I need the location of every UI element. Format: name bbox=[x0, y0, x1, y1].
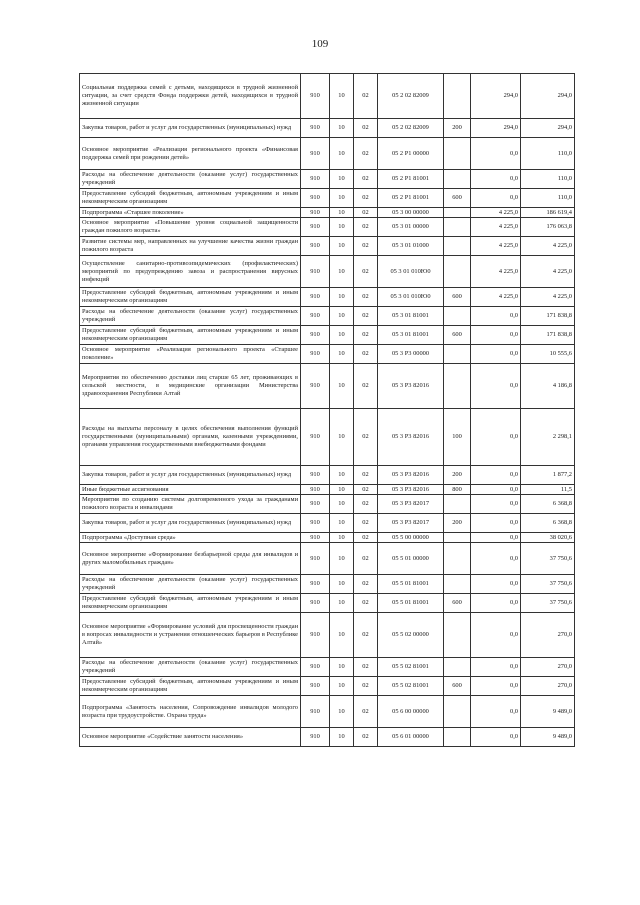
target-article-cell: 05 3 01 01000 bbox=[378, 237, 444, 256]
section-code-cell: 10 bbox=[330, 728, 354, 747]
expense-type-cell bbox=[444, 575, 471, 594]
amount-column-1-cell: 0,0 bbox=[471, 326, 521, 345]
section-code-cell: 10 bbox=[330, 677, 354, 696]
section-code-cell: 10 bbox=[330, 307, 354, 326]
grbs-code-cell: 910 bbox=[301, 74, 330, 119]
expense-type-cell bbox=[444, 256, 471, 288]
section-code-cell: 10 bbox=[330, 613, 354, 658]
target-article-cell: 05 2 P1 81001 bbox=[378, 170, 444, 189]
target-article-cell: 05 5 02 81001 bbox=[378, 677, 444, 696]
amount-column-1-cell: 0,0 bbox=[471, 345, 521, 364]
target-article-cell: 05 2 02 82009 bbox=[378, 74, 444, 119]
table-row bbox=[80, 575, 575, 594]
grbs-code-cell: 910 bbox=[301, 543, 330, 575]
section-code-cell: 10 bbox=[330, 237, 354, 256]
amount-column-1-cell: 4 225,0 bbox=[471, 256, 521, 288]
expenditure-name-cell: Подпрограмма «Занятость населения, Сопровождение инвалидов молодого возраста при трудоустройстве. Охрана труда» bbox=[80, 696, 301, 728]
expenditure-name-cell: Предоставление субсидий бюджетным, автономным учреждениям и иным некоммерческим организациям bbox=[80, 326, 301, 345]
expense-type-cell bbox=[444, 138, 471, 170]
amount-column-2-cell: 37 750,6 bbox=[521, 575, 575, 594]
table-row bbox=[80, 237, 575, 256]
amount-column-1-cell: 0,0 bbox=[471, 514, 521, 533]
grbs-code-cell: 910 bbox=[301, 345, 330, 364]
amount-column-1-cell: 0,0 bbox=[471, 543, 521, 575]
table-row bbox=[80, 256, 575, 288]
amount-column-2-cell: 1 877,2 bbox=[521, 466, 575, 485]
table-row bbox=[80, 466, 575, 485]
amount-column-1-cell: 294,0 bbox=[471, 74, 521, 119]
amount-column-2-cell: 186 619,4 bbox=[521, 208, 575, 218]
grbs-code-cell: 910 bbox=[301, 677, 330, 696]
subsection-code-cell: 02 bbox=[354, 364, 378, 409]
grbs-code-cell: 910 bbox=[301, 696, 330, 728]
expenditure-name-cell: Расходы на обеспечение деятельности (оказание услуг) государственных учреждений bbox=[80, 307, 301, 326]
grbs-code-cell: 910 bbox=[301, 364, 330, 409]
amount-column-1-cell: 0,0 bbox=[471, 485, 521, 495]
expenditure-name-cell: Предоставление субсидий бюджетным, автономным учреждениям и иным некоммерческим организациям bbox=[80, 189, 301, 208]
grbs-code-cell: 910 bbox=[301, 218, 330, 237]
amount-column-2-cell: 2 298,1 bbox=[521, 409, 575, 466]
table-row bbox=[80, 119, 575, 138]
amount-column-2-cell: 4 225,0 bbox=[521, 288, 575, 307]
target-article-cell: 05 5 01 81001 bbox=[378, 575, 444, 594]
grbs-code-cell: 910 bbox=[301, 288, 330, 307]
grbs-code-cell: 910 bbox=[301, 256, 330, 288]
expense-type-cell bbox=[444, 658, 471, 677]
amount-column-2-cell: 4 225,0 bbox=[521, 237, 575, 256]
subsection-code-cell: 02 bbox=[354, 345, 378, 364]
table-row bbox=[80, 533, 575, 543]
grbs-code-cell: 910 bbox=[301, 119, 330, 138]
section-code-cell: 10 bbox=[330, 575, 354, 594]
table-row bbox=[80, 170, 575, 189]
amount-column-1-cell: 0,0 bbox=[471, 613, 521, 658]
expense-type-cell: 600 bbox=[444, 677, 471, 696]
expenditure-name-cell: Основное мероприятие «Реализация регионального проекта «Финансовая поддержка семей при рождении детей» bbox=[80, 138, 301, 170]
amount-column-2-cell: 171 838,8 bbox=[521, 307, 575, 326]
target-article-cell: 05 3 01 81001 bbox=[378, 326, 444, 345]
expenditure-name-cell: Социальная поддержка семей с детьми, находящихся в трудной жизненной ситуации, за счет средств Фонда поддержки детей, находящихся в трудной жизненной ситуации bbox=[80, 74, 301, 119]
amount-column-1-cell: 4 225,0 bbox=[471, 218, 521, 237]
subsection-code-cell: 02 bbox=[354, 307, 378, 326]
table-row bbox=[80, 495, 575, 514]
subsection-code-cell: 02 bbox=[354, 256, 378, 288]
expense-type-cell bbox=[444, 74, 471, 119]
table-row bbox=[80, 364, 575, 409]
section-code-cell: 10 bbox=[330, 326, 354, 345]
amount-column-2-cell: 38 020,6 bbox=[521, 533, 575, 543]
subsection-code-cell: 02 bbox=[354, 288, 378, 307]
subsection-code-cell: 02 bbox=[354, 218, 378, 237]
target-article-cell: 05 3 P3 82016 bbox=[378, 364, 444, 409]
amount-column-2-cell: 270,0 bbox=[521, 658, 575, 677]
target-article-cell: 05 5 02 81001 bbox=[378, 658, 444, 677]
amount-column-2-cell: 4 186,8 bbox=[521, 364, 575, 409]
amount-column-2-cell: 11,5 bbox=[521, 485, 575, 495]
grbs-code-cell: 910 bbox=[301, 575, 330, 594]
subsection-code-cell: 02 bbox=[354, 575, 378, 594]
expense-type-cell: 800 bbox=[444, 485, 471, 495]
expense-type-cell: 200 bbox=[444, 514, 471, 533]
expenditure-name-cell: Подпрограмма «Старшее поколение» bbox=[80, 208, 301, 218]
grbs-code-cell: 910 bbox=[301, 728, 330, 747]
amount-column-2-cell: 176 063,8 bbox=[521, 218, 575, 237]
grbs-code-cell: 910 bbox=[301, 594, 330, 613]
section-code-cell: 10 bbox=[330, 364, 354, 409]
expenditure-name-cell: Основное мероприятие «Повышение уровня социальной защищенности граждан пожилого возраста» bbox=[80, 218, 301, 237]
table-row bbox=[80, 485, 575, 495]
subsection-code-cell: 02 bbox=[354, 533, 378, 543]
expense-type-cell bbox=[444, 345, 471, 364]
amount-column-1-cell: 0,0 bbox=[471, 170, 521, 189]
section-code-cell: 10 bbox=[330, 409, 354, 466]
expense-type-cell: 600 bbox=[444, 326, 471, 345]
amount-column-1-cell: 0,0 bbox=[471, 495, 521, 514]
expense-type-cell bbox=[444, 208, 471, 218]
amount-column-2-cell: 9 489,0 bbox=[521, 728, 575, 747]
table-row bbox=[80, 543, 575, 575]
grbs-code-cell: 910 bbox=[301, 170, 330, 189]
amount-column-1-cell: 0,0 bbox=[471, 728, 521, 747]
section-code-cell: 10 bbox=[330, 189, 354, 208]
grbs-code-cell: 910 bbox=[301, 189, 330, 208]
expense-type-cell: 600 bbox=[444, 594, 471, 613]
amount-column-2-cell: 37 750,6 bbox=[521, 594, 575, 613]
table-row bbox=[80, 326, 575, 345]
amount-column-1-cell: 294,0 bbox=[471, 119, 521, 138]
amount-column-2-cell: 4 225,0 bbox=[521, 256, 575, 288]
target-article-cell: 05 5 01 00000 bbox=[378, 543, 444, 575]
table-row bbox=[80, 74, 575, 119]
amount-column-1-cell: 4 225,0 bbox=[471, 237, 521, 256]
section-code-cell: 10 bbox=[330, 218, 354, 237]
amount-column-2-cell: 294,0 bbox=[521, 119, 575, 138]
grbs-code-cell: 910 bbox=[301, 658, 330, 677]
table-row bbox=[80, 409, 575, 466]
budget-table bbox=[79, 73, 575, 747]
amount-column-2-cell: 10 555,6 bbox=[521, 345, 575, 364]
table-row bbox=[80, 189, 575, 208]
amount-column-2-cell: 110,0 bbox=[521, 138, 575, 170]
subsection-code-cell: 02 bbox=[354, 237, 378, 256]
subsection-code-cell: 02 bbox=[354, 728, 378, 747]
expense-type-cell: 600 bbox=[444, 189, 471, 208]
section-code-cell: 10 bbox=[330, 170, 354, 189]
expenditure-name-cell: Основное мероприятие «Формирование условий для просвещенности граждан в вопросах инвалидности и устранения отношенческих барьеров в Республике Алтай» bbox=[80, 613, 301, 658]
target-article-cell: 05 3 01 010Ю0 bbox=[378, 256, 444, 288]
amount-column-2-cell: 9 489,0 bbox=[521, 696, 575, 728]
expenditure-name-cell: Закупка товаров, работ и услуг для государственных (муниципальных) нужд bbox=[80, 119, 301, 138]
expense-type-cell: 100 bbox=[444, 409, 471, 466]
subsection-code-cell: 02 bbox=[354, 658, 378, 677]
amount-column-1-cell: 0,0 bbox=[471, 696, 521, 728]
grbs-code-cell: 910 bbox=[301, 138, 330, 170]
table-row bbox=[80, 345, 575, 364]
expenditure-name-cell: Закупка товаров, работ и услуг для государственных (муниципальных) нужд bbox=[80, 466, 301, 485]
section-code-cell: 10 bbox=[330, 533, 354, 543]
section-code-cell: 10 bbox=[330, 345, 354, 364]
expense-type-cell: 200 bbox=[444, 119, 471, 138]
target-article-cell: 05 3 P3 82017 bbox=[378, 495, 444, 514]
subsection-code-cell: 02 bbox=[354, 189, 378, 208]
amount-column-1-cell: 4 225,0 bbox=[471, 288, 521, 307]
subsection-code-cell: 02 bbox=[354, 170, 378, 189]
section-code-cell: 10 bbox=[330, 543, 354, 575]
grbs-code-cell: 910 bbox=[301, 326, 330, 345]
target-article-cell: 05 5 00 00000 bbox=[378, 533, 444, 543]
expense-type-cell bbox=[444, 533, 471, 543]
section-code-cell: 10 bbox=[330, 256, 354, 288]
amount-column-1-cell: 0,0 bbox=[471, 466, 521, 485]
table-row bbox=[80, 677, 575, 696]
expenditure-name-cell: Предоставление субсидий бюджетным, автономным учреждениям и иным некоммерческим организациям bbox=[80, 288, 301, 307]
expense-type-cell bbox=[444, 307, 471, 326]
table-row bbox=[80, 138, 575, 170]
table-row bbox=[80, 594, 575, 613]
expenditure-name-cell: Расходы на обеспечение деятельности (оказание услуг) государственных учреждений bbox=[80, 170, 301, 189]
subsection-code-cell: 02 bbox=[354, 677, 378, 696]
subsection-code-cell: 02 bbox=[354, 495, 378, 514]
target-article-cell: 05 2 02 82009 bbox=[378, 119, 444, 138]
table-row bbox=[80, 514, 575, 533]
amount-column-2-cell: 6 368,8 bbox=[521, 495, 575, 514]
grbs-code-cell: 910 bbox=[301, 466, 330, 485]
amount-column-1-cell: 0,0 bbox=[471, 575, 521, 594]
table-row bbox=[80, 613, 575, 658]
expenditure-name-cell: Иные бюджетные ассигнования bbox=[80, 485, 301, 495]
grbs-code-cell: 910 bbox=[301, 495, 330, 514]
grbs-code-cell: 910 bbox=[301, 307, 330, 326]
section-code-cell: 10 bbox=[330, 696, 354, 728]
expense-type-cell bbox=[444, 170, 471, 189]
amount-column-2-cell: 110,0 bbox=[521, 189, 575, 208]
expense-type-cell bbox=[444, 696, 471, 728]
section-code-cell: 10 bbox=[330, 495, 354, 514]
expenditure-name-cell: Предоставление субсидий бюджетным, автономным учреждениям и иным некоммерческим организациям bbox=[80, 594, 301, 613]
page-number: 109 bbox=[311, 38, 329, 50]
target-article-cell: 05 5 02 00000 bbox=[378, 613, 444, 658]
section-code-cell: 10 bbox=[330, 208, 354, 218]
amount-column-2-cell: 294,0 bbox=[521, 74, 575, 119]
expense-type-cell bbox=[444, 218, 471, 237]
amount-column-2-cell: 270,0 bbox=[521, 613, 575, 658]
expenditure-name-cell: Закупка товаров, работ и услуг для государственных (муниципальных) нужд bbox=[80, 514, 301, 533]
target-article-cell: 05 5 01 81001 bbox=[378, 594, 444, 613]
amount-column-1-cell: 0,0 bbox=[471, 189, 521, 208]
grbs-code-cell: 910 bbox=[301, 409, 330, 466]
subsection-code-cell: 02 bbox=[354, 138, 378, 170]
subsection-code-cell: 02 bbox=[354, 514, 378, 533]
amount-column-2-cell: 171 838,8 bbox=[521, 326, 575, 345]
amount-column-1-cell: 0,0 bbox=[471, 677, 521, 696]
target-article-cell: 05 3 01 00000 bbox=[378, 218, 444, 237]
amount-column-2-cell: 37 750,6 bbox=[521, 543, 575, 575]
amount-column-2-cell: 270,0 bbox=[521, 677, 575, 696]
section-code-cell: 10 bbox=[330, 514, 354, 533]
target-article-cell: 05 3 P3 82016 bbox=[378, 409, 444, 466]
target-article-cell: 05 6 00 00000 bbox=[378, 696, 444, 728]
section-code-cell: 10 bbox=[330, 74, 354, 119]
expenditure-name-cell: Подпрограмма «Доступная среда» bbox=[80, 533, 301, 543]
grbs-code-cell: 910 bbox=[301, 613, 330, 658]
subsection-code-cell: 02 bbox=[354, 594, 378, 613]
expense-type-cell bbox=[444, 728, 471, 747]
table-row bbox=[80, 658, 575, 677]
amount-column-1-cell: 0,0 bbox=[471, 658, 521, 677]
expenditure-name-cell: Предоставление субсидий бюджетным, автономным учреждениям и иным некоммерческим организациям bbox=[80, 677, 301, 696]
subsection-code-cell: 02 bbox=[354, 74, 378, 119]
expense-type-cell bbox=[444, 543, 471, 575]
target-article-cell: 05 3 P3 82016 bbox=[378, 466, 444, 485]
grbs-code-cell: 910 bbox=[301, 485, 330, 495]
section-code-cell: 10 bbox=[330, 658, 354, 677]
amount-column-1-cell: 0,0 bbox=[471, 533, 521, 543]
expense-type-cell: 600 bbox=[444, 288, 471, 307]
section-code-cell: 10 bbox=[330, 119, 354, 138]
amount-column-1-cell: 0,0 bbox=[471, 138, 521, 170]
subsection-code-cell: 02 bbox=[354, 326, 378, 345]
section-code-cell: 10 bbox=[330, 594, 354, 613]
target-article-cell: 05 3 P3 82017 bbox=[378, 514, 444, 533]
amount-column-1-cell: 0,0 bbox=[471, 364, 521, 409]
subsection-code-cell: 02 bbox=[354, 543, 378, 575]
table-row bbox=[80, 218, 575, 237]
target-article-cell: 05 3 00 00000 bbox=[378, 208, 444, 218]
subsection-code-cell: 02 bbox=[354, 485, 378, 495]
grbs-code-cell: 910 bbox=[301, 514, 330, 533]
subsection-code-cell: 02 bbox=[354, 466, 378, 485]
amount-column-1-cell: 0,0 bbox=[471, 594, 521, 613]
target-article-cell: 05 3 01 010Ю0 bbox=[378, 288, 444, 307]
section-code-cell: 10 bbox=[330, 485, 354, 495]
expenditure-name-cell: Расходы на обеспечение деятельности (оказание услуг) государственных учреждений bbox=[80, 575, 301, 594]
subsection-code-cell: 02 bbox=[354, 613, 378, 658]
target-article-cell: 05 3 P3 82016 bbox=[378, 485, 444, 495]
subsection-code-cell: 02 bbox=[354, 409, 378, 466]
expenditure-name-cell: Развитие системы мер, направленных на улучшение качества жизни граждан пожилого возраста bbox=[80, 237, 301, 256]
table-row bbox=[80, 288, 575, 307]
target-article-cell: 05 3 P3 00000 bbox=[378, 345, 444, 364]
grbs-code-cell: 910 bbox=[301, 208, 330, 218]
grbs-code-cell: 910 bbox=[301, 533, 330, 543]
expense-type-cell bbox=[444, 613, 471, 658]
table-row bbox=[80, 307, 575, 326]
grbs-code-cell: 910 bbox=[301, 237, 330, 256]
amount-column-1-cell: 4 225,0 bbox=[471, 208, 521, 218]
expense-type-cell bbox=[444, 364, 471, 409]
target-article-cell: 05 3 01 81001 bbox=[378, 307, 444, 326]
subsection-code-cell: 02 bbox=[354, 696, 378, 728]
expense-type-cell bbox=[444, 237, 471, 256]
amount-column-2-cell: 110,0 bbox=[521, 170, 575, 189]
expense-type-cell: 200 bbox=[444, 466, 471, 485]
expenditure-name-cell: Основное мероприятие «Содействие занятости населения» bbox=[80, 728, 301, 747]
section-code-cell: 10 bbox=[330, 138, 354, 170]
expenditure-name-cell: Основное мероприятие «Реализация регионального проекта «Старшее поколение» bbox=[80, 345, 301, 364]
subsection-code-cell: 02 bbox=[354, 208, 378, 218]
amount-column-2-cell: 6 368,8 bbox=[521, 514, 575, 533]
expenditure-name-cell: Расходы на обеспечение деятельности (оказание услуг) государственных учреждений bbox=[80, 658, 301, 677]
expenditure-name-cell: Расходы на выплаты персоналу в целях обеспечения выполнения функций государственными (муниципальными) органами, казенными учреждениями, органами управления государственными внебюджетными фондами bbox=[80, 409, 301, 466]
section-code-cell: 10 bbox=[330, 288, 354, 307]
amount-column-1-cell: 0,0 bbox=[471, 307, 521, 326]
expenditure-name-cell: Мероприятия по созданию системы долговременного ухода за гражданами пожилого возраста и инвалидами bbox=[80, 495, 301, 514]
table-row bbox=[80, 208, 575, 218]
expense-type-cell bbox=[444, 495, 471, 514]
subsection-code-cell: 02 bbox=[354, 119, 378, 138]
expenditure-name-cell: Осуществление санитарно-противоэпидемических (профилактических) мероприятий по предупреждению завоза и распространения вирусных инфекций bbox=[80, 256, 301, 288]
amount-column-1-cell: 0,0 bbox=[471, 409, 521, 466]
target-article-cell: 05 2 P1 81001 bbox=[378, 189, 444, 208]
table-row bbox=[80, 728, 575, 747]
table-row bbox=[80, 696, 575, 728]
section-code-cell: 10 bbox=[330, 466, 354, 485]
target-article-cell: 05 2 P1 00000 bbox=[378, 138, 444, 170]
expenditure-name-cell: Мероприятия по обеспечению доставки лиц старше 65 лет, проживающих в сельской местности, в медицинские организации Министерства здравоохранения Республики Алтай bbox=[80, 364, 301, 409]
target-article-cell: 05 6 01 00000 bbox=[378, 728, 444, 747]
table-body bbox=[80, 74, 575, 747]
expenditure-name-cell: Основное мероприятие «Формирование безбарьерной среды для инвалидов и других маломобильных граждан» bbox=[80, 543, 301, 575]
